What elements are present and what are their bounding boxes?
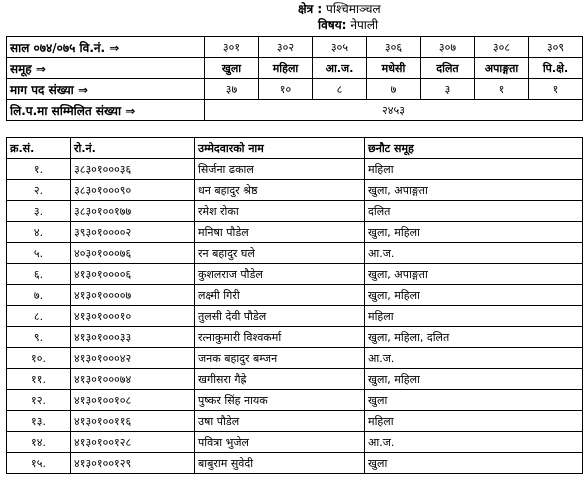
table-row (7, 369, 583, 390)
code-cell: ३०८ (475, 37, 529, 58)
row-group: खुला (365, 453, 583, 474)
row-roll: ३८३०१००१७७ (71, 201, 195, 222)
group-cell: खुला (205, 58, 259, 79)
header-sn: क्र.सं. (7, 138, 71, 159)
row-group: महिला (365, 159, 583, 180)
row-group: महिला (365, 306, 583, 327)
demand-cell: ७ (367, 79, 421, 100)
demand-label: माग पद संख्या ⇒ (7, 79, 205, 100)
row-roll: ४१३०१०००४२ (71, 348, 195, 369)
row-name: खगीसरा गैह्रे (195, 369, 365, 390)
row-name: उषा पौडेल (195, 411, 365, 432)
row-sn: ११. (7, 369, 71, 390)
table-header-row (7, 138, 583, 159)
group-cell: मधेसी (367, 58, 421, 79)
row-name: पुष्कर सिंह नायक (195, 390, 365, 411)
demand-cell: ३७ (205, 79, 259, 100)
group-cell: महिला (259, 58, 313, 79)
subject-line (318, 16, 378, 33)
row-roll: ४१३०१०००७४ (71, 369, 195, 390)
row-name: पवित्रा भुजेल (195, 432, 365, 453)
row-group: खुला, महिला, दलित (365, 327, 583, 348)
table-row (7, 306, 583, 327)
header-group: छनौट समूह (365, 138, 583, 159)
row-group: दलित (365, 201, 583, 222)
header-roll: रो.नं. (71, 138, 195, 159)
row-sn: ४. (7, 222, 71, 243)
demand-cell: ८ (313, 79, 367, 100)
row-group: खुला (365, 390, 583, 411)
row-name: मनिषा पौडेल (195, 222, 365, 243)
row-sn: ७. (7, 285, 71, 306)
candidate-table (6, 137, 583, 474)
table-row (7, 159, 583, 180)
group-label: समूह ⇒ (7, 58, 205, 79)
row-name: कुशलराज पौडेल (195, 264, 365, 285)
row-name: बाबुराम सुवेदी (195, 453, 365, 474)
code-cell: ३०६ (367, 37, 421, 58)
table-row (7, 411, 583, 432)
total-value: २४५३ (205, 100, 583, 121)
row-roll: ४१३०१००१२९ (71, 453, 195, 474)
row-sn: १२. (7, 390, 71, 411)
row-roll: ३८३०१०००९० (71, 180, 195, 201)
row-name: सिर्जना ढकाल (195, 159, 365, 180)
row-group: आ.ज. (365, 432, 583, 453)
row-group: खुला, महिला (365, 222, 583, 243)
region-value: पश्चिमाञ्चल (326, 2, 381, 16)
row-roll: ४१३०१००१२८ (71, 432, 195, 453)
row-roll: ४१३०१००१०८ (71, 390, 195, 411)
row-name: रन बहादुर घले (195, 243, 365, 264)
row-sn: ८. (7, 306, 71, 327)
row-sn: १३. (7, 411, 71, 432)
row-sn: ५. (7, 243, 71, 264)
row-name: धन बहादुर श्रेष्ठ (195, 180, 365, 201)
row-group: आ.ज. (365, 243, 583, 264)
table-row (7, 453, 583, 474)
code-cell: ३०९ (529, 37, 583, 58)
group-row (7, 58, 583, 79)
row-sn: ६. (7, 264, 71, 285)
code-cell: ३०७ (421, 37, 475, 58)
row-sn: १४. (7, 432, 71, 453)
group-cell: आ.ज. (313, 58, 367, 79)
code-cell: ३०२ (259, 37, 313, 58)
row-roll: ३९३०१००००२ (71, 222, 195, 243)
table-row (7, 285, 583, 306)
row-roll: ४१३०१०००३३ (71, 327, 195, 348)
row-name: लक्ष्मी गिरी (195, 285, 365, 306)
region-label: क्षेत्र : (298, 2, 323, 16)
summary-table (6, 36, 583, 121)
row-name: जनक बहादुर बम्जन (195, 348, 365, 369)
row-group: महिला (365, 411, 583, 432)
row-group: खुला, अपाङ्गता (365, 180, 583, 201)
row-roll: ४१३०१००११६ (71, 411, 195, 432)
demand-cell: १० (259, 79, 313, 100)
code-cell: ३०१ (205, 37, 259, 58)
row-roll: ४०३०१०००७६ (71, 243, 195, 264)
row-sn: १०. (7, 348, 71, 369)
region-line (298, 0, 381, 17)
table-row (7, 222, 583, 243)
table-row (7, 243, 583, 264)
total-label: लि.प.मा सम्मिलित संख्या ⇒ (7, 100, 205, 121)
row-sn: १. (7, 159, 71, 180)
table-row (7, 432, 583, 453)
row-roll: ४१३०१००००६ (71, 264, 195, 285)
row-group: खुला, महिला (365, 285, 583, 306)
subject-value: नेपाली (350, 18, 379, 32)
demand-cell: ३ (421, 79, 475, 100)
total-row (7, 100, 583, 121)
table-row (7, 348, 583, 369)
year-row (7, 37, 583, 58)
row-group: खुला, अपाङ्गता (365, 264, 583, 285)
table-row (7, 264, 583, 285)
demand-cell: १ (475, 79, 529, 100)
demand-row (7, 79, 583, 100)
table-row (7, 201, 583, 222)
subject-label: विषय: (318, 18, 347, 32)
group-cell: दलित (421, 58, 475, 79)
table-row (7, 180, 583, 201)
demand-cell: १ (529, 79, 583, 100)
row-sn: १५. (7, 453, 71, 474)
row-roll: ३८३०१०००३६ (71, 159, 195, 180)
table-row (7, 390, 583, 411)
code-cell: ३०५ (313, 37, 367, 58)
table-row (7, 327, 583, 348)
group-cell: अपाङ्गता (475, 58, 529, 79)
group-cell: पि.क्षे. (529, 58, 583, 79)
row-sn: ९. (7, 327, 71, 348)
row-group: आ.ज. (365, 348, 583, 369)
header-name: उम्मेदवारको नाम (195, 138, 365, 159)
row-group: खुला, महिला (365, 369, 583, 390)
year-label: साल ०७४/०७५ वि.नं. ⇒ (7, 37, 205, 58)
row-roll: ४१३०१००००७ (71, 285, 195, 306)
row-name: तुलसी देवी पौडेल (195, 306, 365, 327)
row-name: रमेश रोका (195, 201, 365, 222)
row-sn: ३. (7, 201, 71, 222)
row-roll: ४१३०१०००१० (71, 306, 195, 327)
row-sn: २. (7, 180, 71, 201)
row-name: रत्नाकुमारी विश्वकर्मा (195, 327, 365, 348)
